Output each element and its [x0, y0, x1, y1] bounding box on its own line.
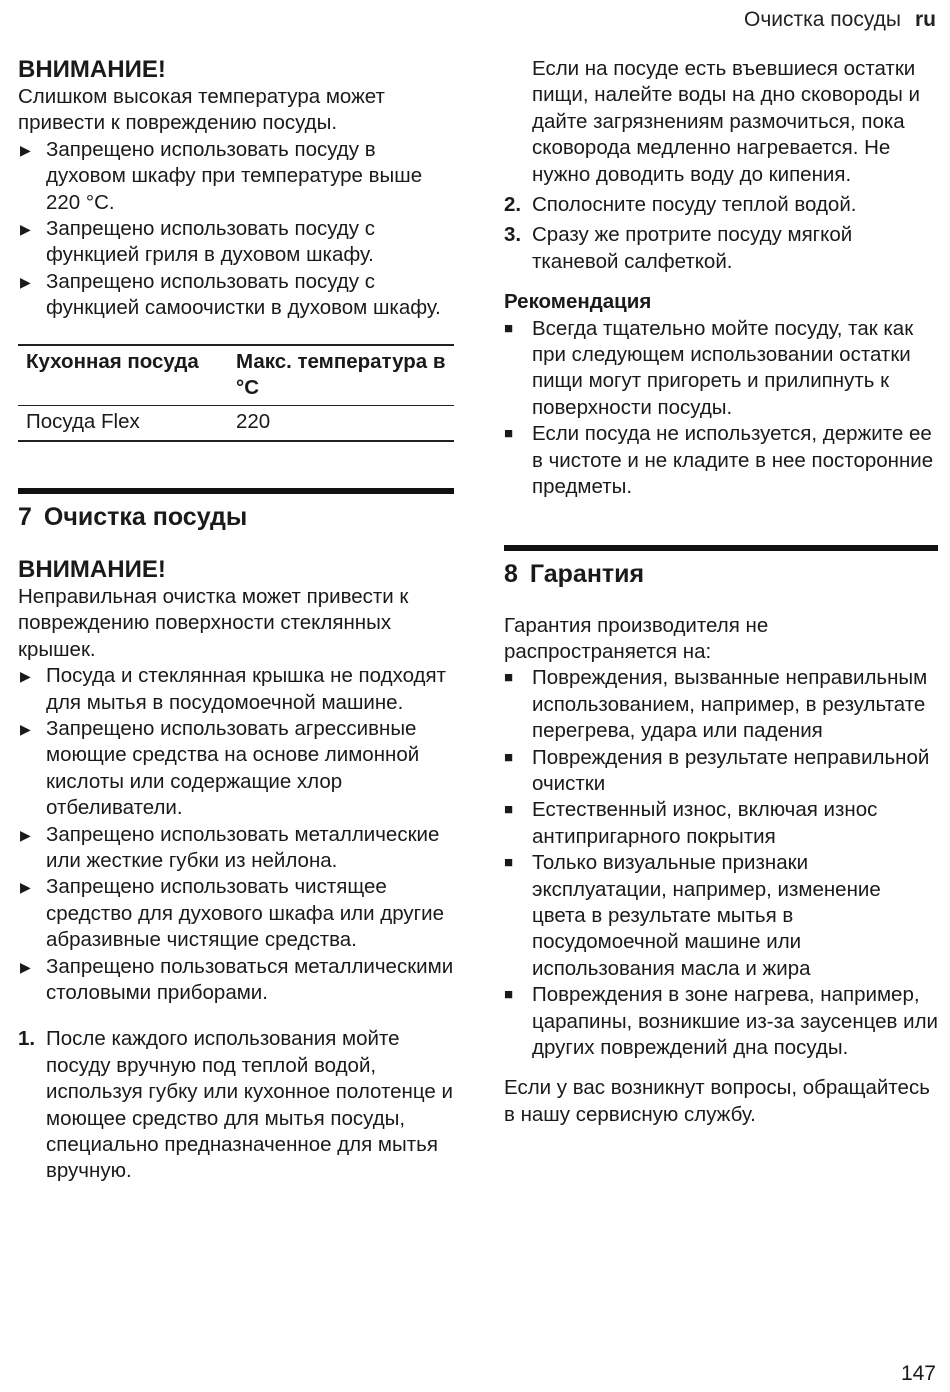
list-item: ■ Если посуда не используется, держите ее в чистоте и не кладите в нее посторонние предметы. — [504, 422, 934, 499]
table-row — [18, 406, 454, 441]
list-item: ▶ Запрещено использовать металлические или жесткие губки из нейлона. — [20, 822, 440, 872]
warning-text: Неправильная очистка может привести к повреждению поверхности стеклянных крышек. — [18, 584, 409, 661]
list-item: ▶ Запрещено использовать чистящее средство для духового шкафа или другие абразивные чистящие средства. — [20, 875, 444, 952]
table-cell: 220 — [236, 410, 271, 434]
recommendation-list — [504, 316, 938, 501]
section-heading: 8 Гарантия — [504, 559, 645, 588]
step-number: 3. — [504, 223, 522, 247]
square-bullet-icon: ■ — [504, 319, 514, 337]
right-column — [504, 56, 938, 1128]
warranty-intro: Гарантия производителя не распространяется на: — [504, 613, 769, 663]
step-text: Сполосните посуду теплой водой. — [532, 193, 857, 217]
list-item: ■ Повреждения в результате неправильной очистки — [504, 745, 930, 795]
triangle-bullet-icon: ▶ — [20, 879, 31, 896]
warning-text: Слишком высокая температура может привести к повреждению посуды. — [18, 85, 385, 135]
triangle-bullet-icon: ▶ — [20, 720, 31, 737]
triangle-bullet-icon: ▶ — [20, 221, 31, 238]
triangle-bullet-icon: ▶ — [20, 958, 31, 975]
header-title: Очистка посуды — [744, 8, 901, 31]
list-item: ▶ Запрещено использовать посуду с функцией гриля в духовом шкафу. — [20, 217, 375, 267]
list-item: ▶ Запрещено использовать посуду в духовом шкафу при температуре выше 220 °C. — [20, 137, 423, 214]
step-item — [504, 192, 938, 218]
language-code: ru — [915, 8, 936, 31]
cleaning-steps — [18, 1026, 454, 1184]
step-text: После каждого использования мойте посуду вручную под теплой водой, используя губку или кухонное полотенце и моющее средство для мытья посуды, специально предназначенное для мытья вручную. — [46, 1027, 453, 1183]
warning-list — [18, 663, 454, 1006]
step-number: 1. — [18, 1027, 36, 1051]
step-text: Сразу же протрите посуду мягкой тканевой салфеткой. — [532, 223, 853, 273]
warning-title: ВНИМАНИЕ! — [18, 56, 166, 83]
list-item: ▶ Посуда и стеклянная крышка не подходят для мытья в посудомоечной машине. — [20, 664, 446, 714]
list-item: ▶ Запрещено пользоваться металлическими столовыми приборами. — [20, 954, 454, 1004]
warranty-contact-note: Если у вас возникнут вопросы, обращайтесь в нашу сервисную службу. — [504, 1076, 930, 1126]
warning-cleaning — [18, 556, 454, 1007]
square-bullet-icon: ■ — [504, 854, 514, 872]
triangle-bullet-icon: ▶ — [20, 141, 31, 158]
list-item: ▶ Запрещено использовать агрессивные моющие средства на основе лимонной кислоты или содержащие хлор отбеливатели. — [20, 716, 420, 820]
warranty-exclusions-list — [504, 665, 938, 1061]
square-bullet-icon: ■ — [504, 801, 514, 819]
step-item — [18, 1026, 454, 1184]
section-heading: 7 Очистка посуды — [18, 502, 248, 531]
step-item — [504, 222, 938, 275]
warning-list — [18, 137, 454, 322]
recommendation-title: Рекомендация — [504, 290, 652, 314]
step-continuation: Если на посуде есть въевшиеся остатки пищи, налейте воды на дно сковороды и дайте загрязнениям размочиться, пока сковорода медленно нагревается. Не нужно доводить воду до кипения. — [532, 57, 920, 186]
square-bullet-icon: ■ — [504, 986, 514, 1004]
section-divider — [504, 545, 938, 551]
table-cell: Посуда Flex — [26, 410, 140, 434]
triangle-bullet-icon: ▶ — [20, 826, 31, 843]
triangle-bullet-icon: ▶ — [20, 273, 31, 290]
cleaning-steps-continued — [504, 192, 938, 275]
square-bullet-icon: ■ — [504, 748, 514, 766]
recommendation-block — [504, 289, 938, 500]
table-header: Макс. температура в °C — [236, 345, 454, 406]
table-header: Кухонная посуда — [18, 345, 236, 406]
page-number: 147 — [900, 1362, 936, 1385]
list-item: ▶ Запрещено использовать посуду с функцией самоочистки в духовом шкафу. — [20, 269, 441, 320]
square-bullet-icon: ■ — [504, 669, 514, 687]
list-item: ■ Повреждения, вызванные неправильным использованием, например, в результате перегрева, удара или падения — [504, 666, 928, 743]
left-column — [18, 56, 454, 1185]
list-item: ■ Повреждения в зоне нагрева, например, царапины, возникшие из-за заусенцев или других повреждений дна посуды. — [504, 983, 939, 1059]
table-header-row — [18, 345, 454, 406]
list-item: ■ Только визуальные признаки эксплуатации, например, изменение цвета в результате мытья в посудомоечной машине или использования масла и жира — [504, 851, 881, 980]
warning-temperature — [18, 56, 454, 322]
step-number: 2. — [504, 193, 522, 217]
square-bullet-icon: ■ — [504, 425, 514, 443]
temperature-table — [18, 344, 454, 442]
running-header — [744, 6, 936, 34]
triangle-bullet-icon: ▶ — [20, 668, 31, 685]
list-item: ■ Естественный износ, включая износ антипригарного покрытия — [504, 798, 878, 848]
warning-title: ВНИМАНИЕ! — [18, 555, 166, 583]
section-divider — [18, 488, 454, 494]
list-item: ■ Всегда тщательно мойте посуду, так как при следующем использовании остатки пищи могут пригореть и прилипнуть к поверхности посуды. — [504, 316, 914, 419]
